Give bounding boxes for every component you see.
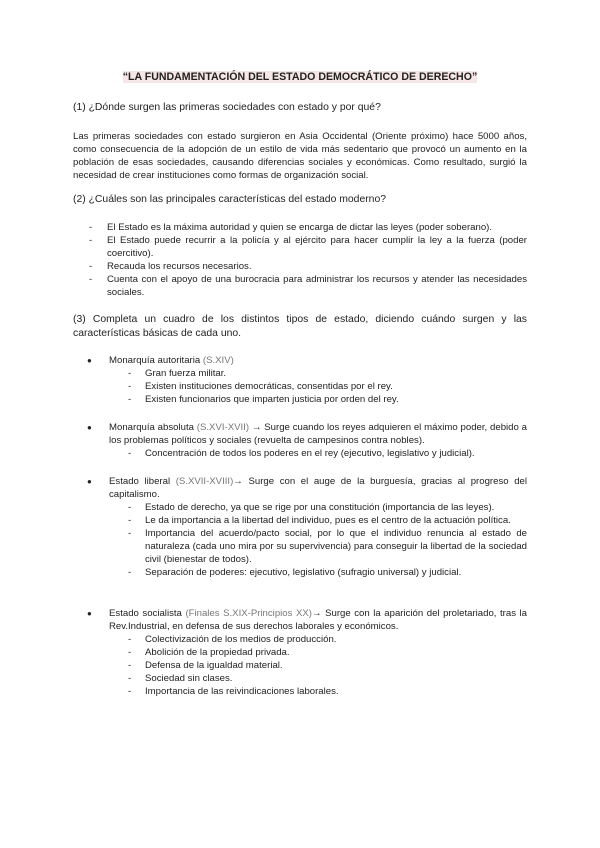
list-item: - El Estado es la máxima autoridad y quien se encarga de dictar las leyes (poder soberano). [73,221,527,234]
section-description: → Surge cuando los reyes adquieren el máximo poder, debido a los problemas políticos y sociales (revuelta de campesinos contra nobles). [109,422,527,446]
section-name: Monarquía absoluta [109,422,194,433]
list-item: - Sociedad sin clases. [73,672,527,685]
section-heading [73,421,527,447]
list-item: - Colectivización de los medios de producción. [73,633,527,646]
section-estado-liberal [73,475,527,579]
section-heading [73,607,527,633]
section-items [73,447,527,460]
section-name: Estado socialista [109,608,182,619]
list-item: - Cuenta con el apoyo de una burocracia para administrar los recursos y atender las necesidades sociales. [73,273,527,299]
list-item: - Estado de derecho, ya que se rige por una constitución (importancia de las leyes). [73,501,527,514]
section-description: → Surge con el auge de la burguesía, gracias al progreso del capitalismo. [109,476,527,500]
document-title [0,70,600,84]
section-monarquia-absoluta [73,421,527,460]
section-description: → Surge con la aparición del proletariado, tras la Rev.Industrial, en defensa de sus derechos laborales y económicos. [109,608,528,632]
list-item: - Existen instituciones democráticas, consentidas por el rey. [73,380,527,393]
list-item: - Separación de poderes: ejecutivo, legislativo (sufragio universal) y judicial. [73,566,527,579]
list-item: - Abolición de la propiedad privada. [73,646,527,659]
list-item: - Defensa de la igualdad material. [73,659,527,672]
section-period: (S.XVI-XVII) [196,422,250,433]
section-name: Estado liberal [109,476,171,487]
characteristics-list [73,221,527,299]
section-estado-socialista [73,607,527,698]
list-item: - Existen funcionarios que imparten justicia por orden del rey. [73,393,527,406]
list-item: - Importancia de las reivindicaciones laborales. [73,685,527,698]
answer-1: Las primeras sociedades con estado surgieron en Asia Occidental (Oriente próximo) hace 5000 años, como consecuencia de la adopción de un estilo de vida más sedentario que provocó un aumento en la población de esas sociedades, causando diferencias sociales y económicas. Como resultado, surgió la necesidad de crear instituciones como formas de organización social. [73,131,527,181]
section-period: (Finales S.XIX-Principios XX) [185,608,312,619]
section-name: Monarquía autoritaria [109,355,201,366]
list-item: - El Estado puede recurrir a la policía y al ejército para hacer cumplir la ley a la fuerza (poder coercitivo). [73,234,527,260]
list-item: - Recauda los recursos necesarios. [73,260,527,273]
section-items [73,633,527,698]
section-items [73,367,527,406]
section-monarquia-autoritaria [73,354,527,406]
question-1: (1) ¿Dónde surgen las primeras sociedades con estado y por qué? [73,102,381,113]
list-item: - Concentración de todos los poderes en el rey (ejecutivo, legislativo y judicial). [73,447,527,460]
section-period: (S.XIV) [202,355,234,366]
section-heading [73,475,527,501]
question-2: (2) ¿Cuáles son las principales características del estado moderno? [73,194,387,205]
title-text: “LA FUNDAMENTACIÓN DEL ESTADO DEMOCRÁTICO DE DERECHO” [122,71,478,83]
list-item: - Importancia del acuerdo/pacto social, por lo que el individuo renuncia al estado de naturaleza (cada uno mira por su supervivencia) para conseguir la libertad de la sociedad civil (bienestar de todos). [73,527,527,566]
section-items [73,501,527,579]
list-item: - Le da importancia a la libertad del individuo, pues es el centro de la actuación política. [73,514,527,527]
section-heading [73,354,527,367]
list-item: - Gran fuerza militar. [73,367,527,380]
section-period: (S.XVII-XVIII) [175,476,234,487]
question-3: (3) Completa un cuadro de los distintos tipos de estado, diciendo cuándo surgen y las características básicas de cada uno. [73,314,527,339]
